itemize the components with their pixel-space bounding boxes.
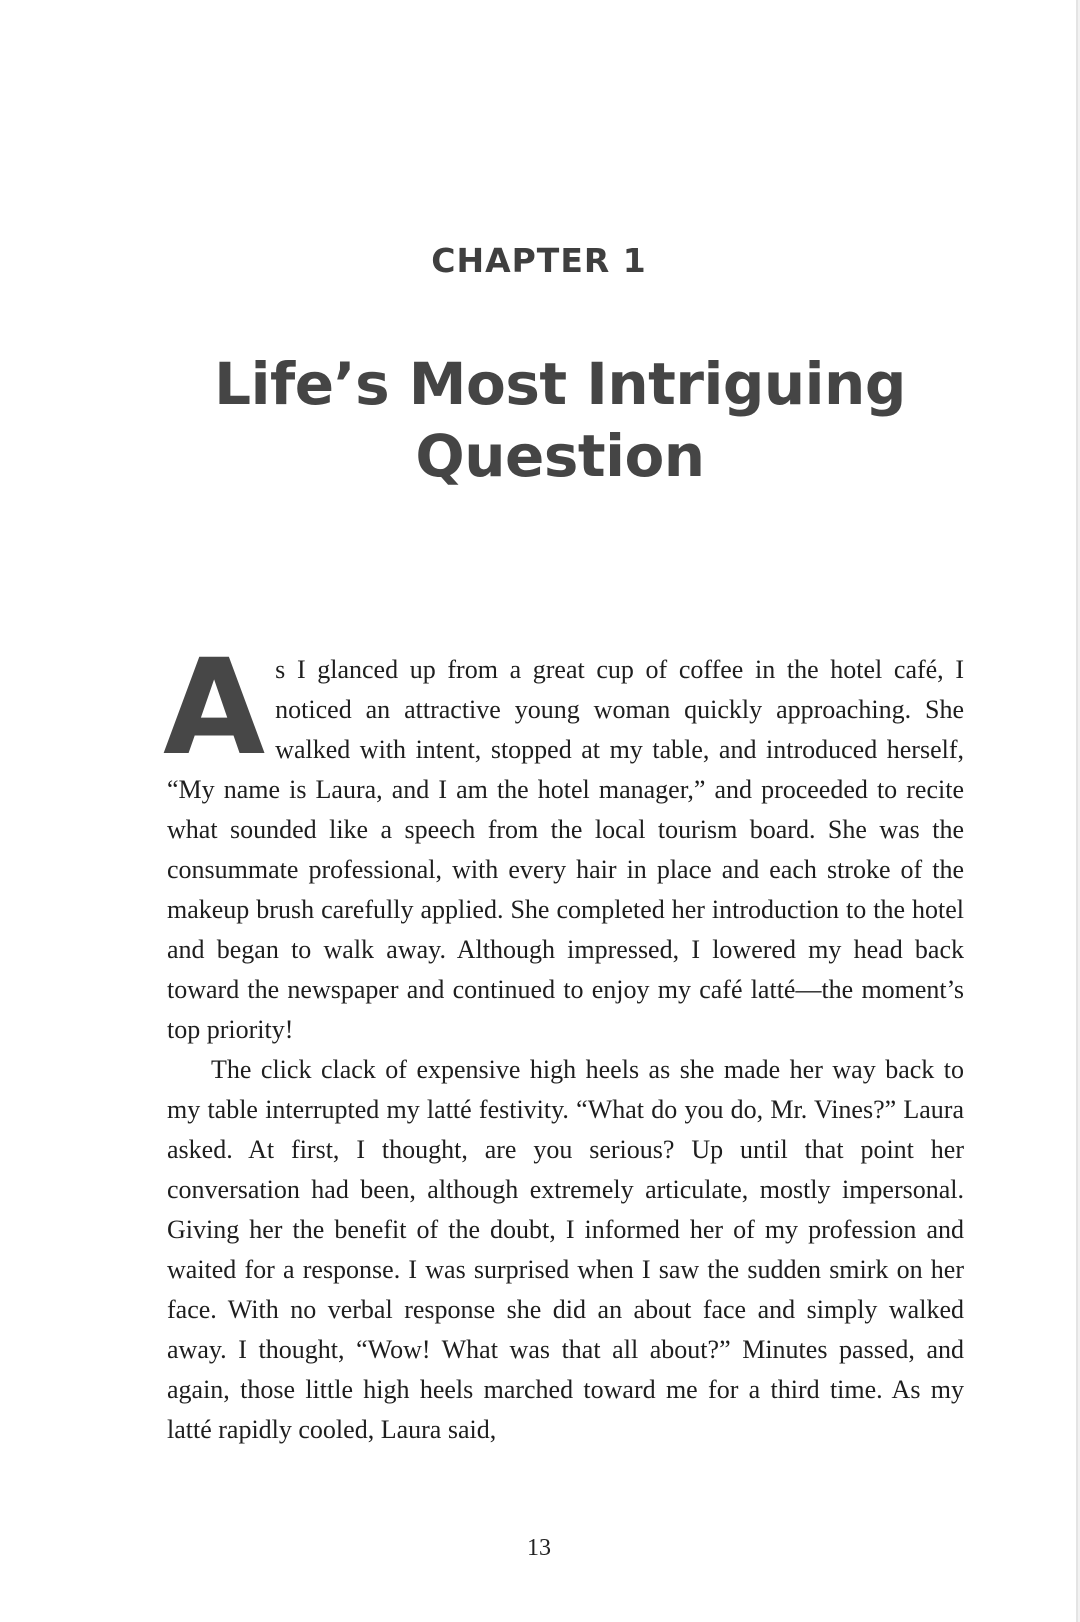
paragraph-2: The click clack of expensive high heels as she made her way back to my table interrupted my latté festivity. “What do you do, Mr. Vines?” Laura asked. At first, I thought, are you serious? Up until that point her conversation had been, although extremely articulate, mostly impersonal. Giving her the benefit of the doubt, I informed her of my profession and waited for a response. I was surprised when I saw the sudden smirk on her face. With no verbal response she did an about face and simply walked away. I thought, “Wow! What was that all about?” Minutes passed, and again, those little high heels marched toward me for a third time. As my latté rapidly cooled, Laura said, bbox=[167, 1055, 964, 1444]
paragraph-1 bbox=[163, 631, 964, 1050]
chapter-title: Life’s Most Intriguing Question bbox=[214, 350, 906, 490]
paragraph-1-text: s I glanced up from a great cup of coffee in the hotel café, I noticed an attractive young woman quickly approaching. She walked with intent, stopped at my table, and introduced herself, “My name is Laura, and I am the hotel manager,” and proceeded to recite what sounded like a speech from the local tourism board. She was the consummate professional, with every hair in place and each stroke of the makeup brush carefully applied. She completed her introduction to the hotel and began to walk away. Although impressed, I lowered my head back toward the newspaper and continued to enjoy my café latté—the moment’s top priority! bbox=[167, 655, 964, 1044]
body-text bbox=[163, 631, 964, 1450]
chapter-label: CHAPTER 1 bbox=[431, 241, 647, 280]
drop-cap: A bbox=[163, 631, 266, 785]
page-number: 13 bbox=[527, 1535, 551, 1561]
